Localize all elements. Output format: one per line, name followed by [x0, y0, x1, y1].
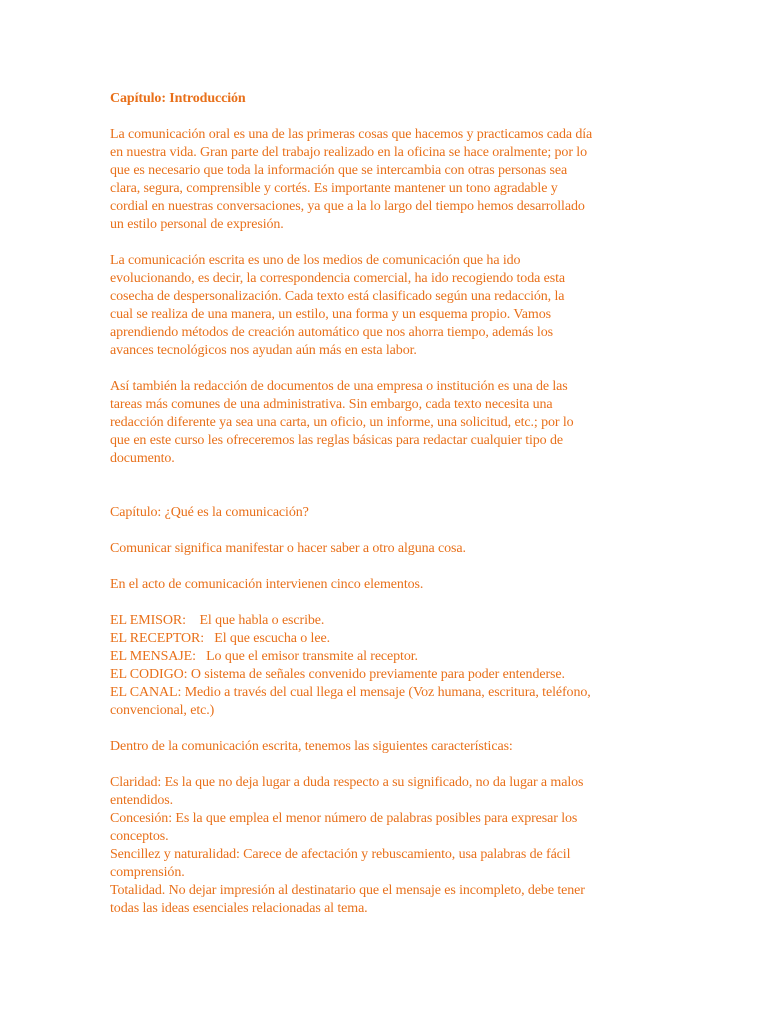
characteristic-concesion: Concesión: Es la que emplea el menor número de palabras posibles para expresar los conceptos. [110, 811, 578, 844]
document-page [110, 90, 670, 918]
chapter-title-que-es-comunicacion: Capítulo: ¿Qué es la comunicación? [110, 505, 309, 520]
characteristic-totalidad: Totalidad. No dejar impresión al destinatario que el mensaje es incompleto, debe tener todas las ideas esenciales relacionadas al tema. [110, 883, 585, 916]
paragraph-characteristics-intro: Dentro de la comunicación escrita, tenemos las siguientes características: [110, 739, 513, 754]
element-emisor: EL EMISOR: El que habla o escribe. [110, 613, 325, 628]
characteristic-sencillez: Sencillez y naturalidad: Carece de afectación y rebuscamiento, usa palabras de fácil comprensión. [110, 847, 571, 880]
element-canal: EL CANAL: Medio a través del cual llega el mensaje (Voz humana, escritura, teléfono, convencional, etc.) [110, 685, 591, 718]
element-mensaje: EL MENSAJE: Lo que el emisor transmite al receptor. [110, 649, 418, 664]
paragraph-oral-communication: La comunicación oral es una de las primeras cosas que hacemos y practicamos cada día en nuestra vida. Gran parte del trabajo realizado en la oficina se hace oralmente; por lo que es necesario que toda la información que se intercambia con otras personas sea clara, segura, comprensible y cortés. Es importante mantener un tono agradable y cordial en nuestras conversaciones, ya que a la lo largo del tiempo hemos desarrollado un estilo personal de expresión. [110, 127, 593, 232]
characteristic-claridad: Claridad: Es la que no deja lugar a duda respecto a su significado, no da lugar a malos entendidos. [110, 775, 584, 808]
chapter-title-introduccion: Capítulo: Introducción [110, 91, 246, 106]
paragraph-definition: Comunicar significa manifestar o hacer saber a otro alguna cosa. [110, 541, 466, 556]
characteristics-list [110, 774, 670, 918]
element-receptor: EL RECEPTOR: El que escucha o lee. [110, 631, 330, 646]
paragraph-elements-intro: En el acto de comunicación intervienen cinco elementos. [110, 577, 424, 592]
elements-list [110, 612, 670, 720]
element-codigo: EL CODIGO: O sistema de señales convenido previamente para poder entenderse. [110, 667, 565, 682]
paragraph-written-communication: La comunicación escrita es uno de los medios de comunicación que ha ido evolucionando, es decir, la correspondencia comercial, ha ido recogiendo toda esta cosecha de despersonalización. Cada texto está clasificado según una redacción, la cual se realiza de una manera, un estilo, una forma y un esquema propio. Vamos aprendiendo métodos de creación automático que nos ahorra tiempo, además los avances tecnológicos nos ayudan aún más en esta labor. [110, 253, 565, 358]
paragraph-document-writing: Así también la redacción de documentos de una empresa o institución es una de las tareas más comunes de una administrativa. Sin embargo, cada texto necesita una redacción diferente ya sea una carta, un oficio, un informe, una solicitud, etc.; por lo que en este curso les ofreceremos las reglas básicas para redactar cualquier tipo de documento. [110, 379, 574, 466]
